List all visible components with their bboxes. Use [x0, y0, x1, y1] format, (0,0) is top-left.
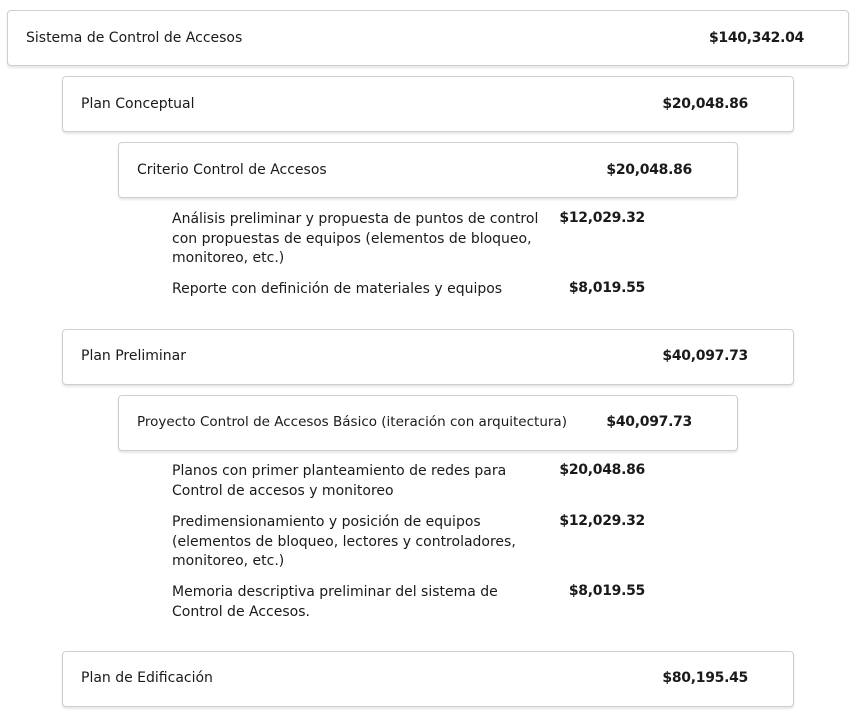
- deliverable-item-text: Memoria descriptiva preliminar del sistema de Control de Accesos.: [172, 584, 498, 620]
- proyecto-control-accesos-amount: $40,097.73: [606, 414, 692, 430]
- deliverable-item-amount: $12,029.32: [559, 513, 645, 529]
- deliverable-item-amount: $20,048.86: [559, 462, 645, 478]
- plan-conceptual-card[interactable]: [62, 76, 794, 132]
- plan-conceptual-title: Plan Conceptual: [81, 96, 195, 112]
- plan-preliminar-title: Plan Preliminar: [81, 348, 187, 364]
- criterio-control-accesos-title: Criterio Control de Accesos: [137, 162, 327, 178]
- plan-preliminar-card[interactable]: [62, 329, 794, 385]
- root-section-card[interactable]: [7, 10, 849, 66]
- deliverable-item-text: Reporte con definición de materiales y equipos: [172, 281, 503, 297]
- deliverable-item-text: Predimensionamiento y posición de equipos (elementos de bloqueo, lectores y controladores, monitoreo, etc.): [172, 514, 516, 569]
- plan-edificacion-amount: $80,195.45: [662, 670, 748, 686]
- deliverable-item-amount: $12,029.32: [559, 210, 645, 226]
- proyecto-control-accesos-title: Proyecto Control de Accesos Básico (iteración con arquitectura): [137, 414, 567, 430]
- plan-edificacion-title: Plan de Edificación: [81, 670, 213, 686]
- deliverable-item-text: Planos con primer planteamiento de redes para Control de accesos y monitoreo: [172, 463, 507, 499]
- proyecto-control-accesos-card[interactable]: [118, 395, 738, 451]
- plan-conceptual-amount: $20,048.86: [662, 96, 748, 112]
- plan-edificacion-card[interactable]: [62, 651, 794, 707]
- deliverable-item-amount: $8,019.55: [568, 583, 645, 599]
- criterio-control-accesos-amount: $20,048.86: [606, 162, 692, 178]
- plan-preliminar-amount: $40,097.73: [662, 348, 748, 364]
- deliverable-item-text: Análisis preliminar y propuesta de puntos de control con propuestas de equipos (elementos de bloqueo, monitoreo, etc.): [172, 211, 539, 266]
- root-section-amount: $140,342.04: [708, 30, 804, 46]
- criterio-control-accesos-card[interactable]: [118, 142, 738, 198]
- deliverable-item-amount: $8,019.55: [568, 280, 645, 296]
- root-section-title: Sistema de Control de Accesos: [26, 30, 243, 46]
